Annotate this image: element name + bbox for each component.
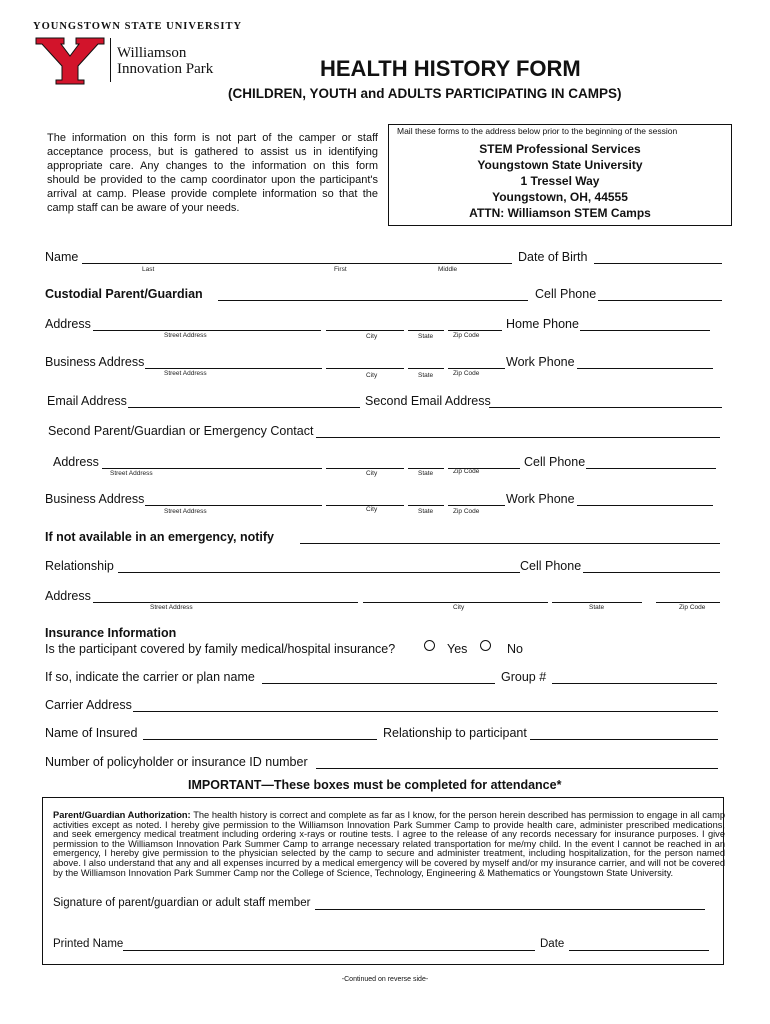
emergency-heading: If not available in an emergency, notify	[45, 530, 274, 544]
second-email-label: Second Email Address	[365, 394, 491, 408]
first-name-hint: First	[334, 266, 347, 273]
date-field[interactable]	[569, 950, 709, 951]
mail-line-2: Youngstown State University	[477, 158, 643, 172]
mail-line-5: ATTN: Williamson STEM Camps	[469, 206, 651, 220]
custodial-business-state-field[interactable]	[408, 368, 444, 369]
mail-line-1: STEM Professional Services	[479, 142, 641, 156]
mail-line-4: Youngstown, OH, 44555	[492, 190, 628, 204]
second-parent-field[interactable]	[316, 437, 720, 438]
second-parent-label: Second Parent/Guardian or Emergency Contact	[48, 424, 314, 438]
mail-line-3: 1 Tressel Way	[520, 174, 600, 188]
custodial-work-phone-label: Work Phone	[506, 355, 575, 369]
middle-name-hint: Middle	[438, 266, 458, 273]
custodial-address-label: Address	[45, 317, 91, 331]
ysu-y-logo-icon	[34, 36, 106, 86]
second-street-field[interactable]	[102, 468, 322, 469]
relationship-label: Relationship	[45, 559, 114, 573]
second-zip-hint: Zip Code	[453, 468, 480, 475]
custodial-business-label: Business Address	[45, 355, 145, 369]
second-city-field[interactable]	[326, 468, 404, 469]
custodial-city-field[interactable]	[326, 330, 404, 331]
university-name: YOUNGSTOWN STATE UNIVERSITY	[33, 21, 243, 32]
custodial-zip-hint: Zip Code	[453, 332, 480, 339]
emergency-state-field[interactable]	[552, 602, 642, 603]
custodial-name-field[interactable]	[218, 300, 528, 301]
insurance-no-label: No	[507, 642, 523, 656]
second-business-zip-hint: Zip Code	[453, 508, 480, 515]
custodial-street-field[interactable]	[93, 330, 321, 331]
second-street-hint: Street Address	[110, 470, 153, 477]
second-work-phone-label: Work Phone	[506, 492, 575, 506]
printed-name-field[interactable]	[123, 950, 535, 951]
second-state-hint: State	[418, 470, 434, 477]
carrier-label: If so, indicate the carrier or plan name	[45, 670, 255, 684]
second-business-city-field[interactable]	[326, 505, 404, 506]
form-subtitle: (CHILDREN, YOUTH and ADULTS PARTICIPATING IN CAMPS)	[228, 86, 622, 101]
emergency-city-hint: City	[453, 604, 465, 611]
second-cell-field[interactable]	[586, 468, 716, 469]
email-label: Email Address	[47, 394, 127, 408]
relationship-field[interactable]	[118, 572, 520, 573]
insurance-no-radio[interactable]	[480, 640, 491, 651]
insured-relationship-label: Relationship to participant	[383, 726, 527, 740]
insurance-question: Is the participant covered by family medical/hospital insurance?	[45, 642, 396, 656]
custodial-zip-field[interactable]	[448, 330, 502, 331]
custodial-business-city-field[interactable]	[326, 368, 404, 369]
second-business-street-hint: Street Address	[164, 508, 207, 515]
custodial-cell-label: Cell Phone	[535, 287, 597, 301]
second-state-field[interactable]	[408, 468, 444, 469]
custodial-home-phone-label: Home Phone	[506, 317, 579, 331]
name-label: Name	[45, 250, 79, 264]
custodial-business-state-hint: State	[418, 372, 434, 379]
authorization-box	[42, 797, 724, 965]
second-work-phone-field[interactable]	[577, 505, 713, 506]
custodial-business-zip-hint: Zip Code	[453, 370, 480, 377]
second-cell-label: Cell Phone	[524, 455, 586, 469]
emergency-street-hint: Street Address	[150, 604, 193, 611]
date-label: Date	[540, 938, 565, 950]
park-name-line2: Innovation Park	[117, 61, 214, 77]
custodial-home-phone-field[interactable]	[580, 330, 710, 331]
second-business-state-hint: State	[418, 508, 434, 515]
emergency-state-hint: State	[589, 604, 605, 611]
emergency-city-field[interactable]	[363, 602, 548, 603]
carrier-field[interactable]	[262, 683, 495, 684]
custodial-business-street-hint: Street Address	[164, 370, 207, 377]
signature-field[interactable]	[315, 909, 705, 910]
carrier-address-field[interactable]	[133, 711, 718, 712]
ysu-logo	[34, 36, 106, 86]
second-business-zip-field[interactable]	[448, 505, 505, 506]
email-field[interactable]	[128, 407, 360, 408]
policy-field[interactable]	[316, 768, 718, 769]
insurance-heading: Insurance Information	[45, 626, 177, 640]
second-email-field[interactable]	[489, 407, 722, 408]
continued-footer: -Continued on reverse side-	[341, 976, 429, 983]
custodial-state-hint: State	[418, 333, 434, 340]
name-field[interactable]	[82, 263, 512, 264]
group-label: Group #	[501, 670, 547, 684]
emergency-zip-hint: Zip Code	[679, 604, 706, 611]
mail-address-box	[388, 124, 732, 226]
custodial-business-street-field[interactable]	[145, 368, 322, 369]
insured-relationship-field[interactable]	[530, 739, 718, 740]
custodial-heading: Custodial Parent/Guardian	[45, 287, 203, 301]
custodial-city-hint: City	[366, 333, 378, 340]
insurance-yes-label: Yes	[447, 642, 468, 656]
second-business-state-field[interactable]	[408, 505, 444, 506]
form-title: HEALTH HISTORY FORM	[320, 56, 581, 81]
insured-field[interactable]	[143, 739, 377, 740]
last-name-hint: Last	[142, 266, 155, 273]
custodial-business-city-hint: City	[366, 372, 378, 379]
second-business-street-field[interactable]	[145, 505, 322, 506]
intro-paragraph: The information on this form is not part of the camper or staff acceptance process, but is gathered to assist us in identifying appropriate care. Any changes to the information on this form should be provided to the camp coordinator upon the participant's arrival at camp. Please provide complete information so that the camp staff can be aware of your needs.	[47, 132, 378, 214]
authorization-heading: Parent/Guardian Authorization:	[53, 810, 191, 820]
important-notice: IMPORTANT—These boxes must be completed for attendance*	[188, 778, 562, 792]
signature-label: Signature of parent/guardian or adult staff member	[53, 897, 311, 909]
emergency-name-field[interactable]	[300, 543, 720, 544]
second-business-city-hint: City	[366, 506, 378, 513]
emergency-street-field[interactable]	[93, 602, 358, 603]
second-city-hint: City	[366, 470, 378, 477]
park-name-line1: Williamson	[117, 45, 187, 61]
custodial-street-hint: Street Address	[164, 332, 207, 339]
second-business-label: Business Address	[45, 492, 145, 506]
emergency-cell-label: Cell Phone	[520, 559, 582, 573]
emergency-cell-field[interactable]	[583, 572, 720, 573]
group-field[interactable]	[552, 683, 717, 684]
custodial-business-zip-field[interactable]	[448, 368, 505, 369]
insured-label: Name of Insured	[45, 726, 138, 740]
policy-label: Number of policyholder or insurance ID number	[45, 755, 308, 769]
second-address-label: Address	[53, 455, 99, 469]
emergency-address-label: Address	[45, 589, 91, 603]
mail-note: Mail these forms to the address below prior to the beginning of the session	[397, 126, 678, 136]
emergency-zip-field[interactable]	[656, 602, 720, 603]
carrier-address-label: Carrier Address	[45, 698, 132, 712]
authorization-text: The health history is correct and complete as far as I know, for the person herein described has permission to engage in all camp activities except as noted. I hereby give permission to the Williamson Innovation Park Summer Camp to provide health care, administer prescribed medications, and seek emergency medical treatment including ordering x-rays or routine tests. I agree to the release of any records necessary for insurance purposes. I give permission to the Williamson Innovation Park Summer Camp to arrange necessary related transportation for me/my child. In the event I cannot be reached in an emergency, I hereby give permission to the physician selected by the camp to secure and administer treatment, including hospitalization, for the person named above. I also understand that any and all expenses incurred by a medical emergency will be covered by myself and/or my insurance carrier, and will not be covered by the Williamson Innovation Park Summer Camp nor the College of Science, Technology, Engineering & Mathematics or Youngstown State University.	[53, 810, 726, 878]
dob-field[interactable]	[594, 263, 722, 264]
dob-label: Date of Birth	[518, 250, 588, 264]
custodial-cell-field[interactable]	[598, 300, 722, 301]
insurance-yes-radio[interactable]	[424, 640, 435, 651]
printed-name-label: Printed Name	[53, 938, 124, 950]
custodial-work-phone-field[interactable]	[577, 368, 713, 369]
custodial-state-field[interactable]	[408, 330, 444, 331]
